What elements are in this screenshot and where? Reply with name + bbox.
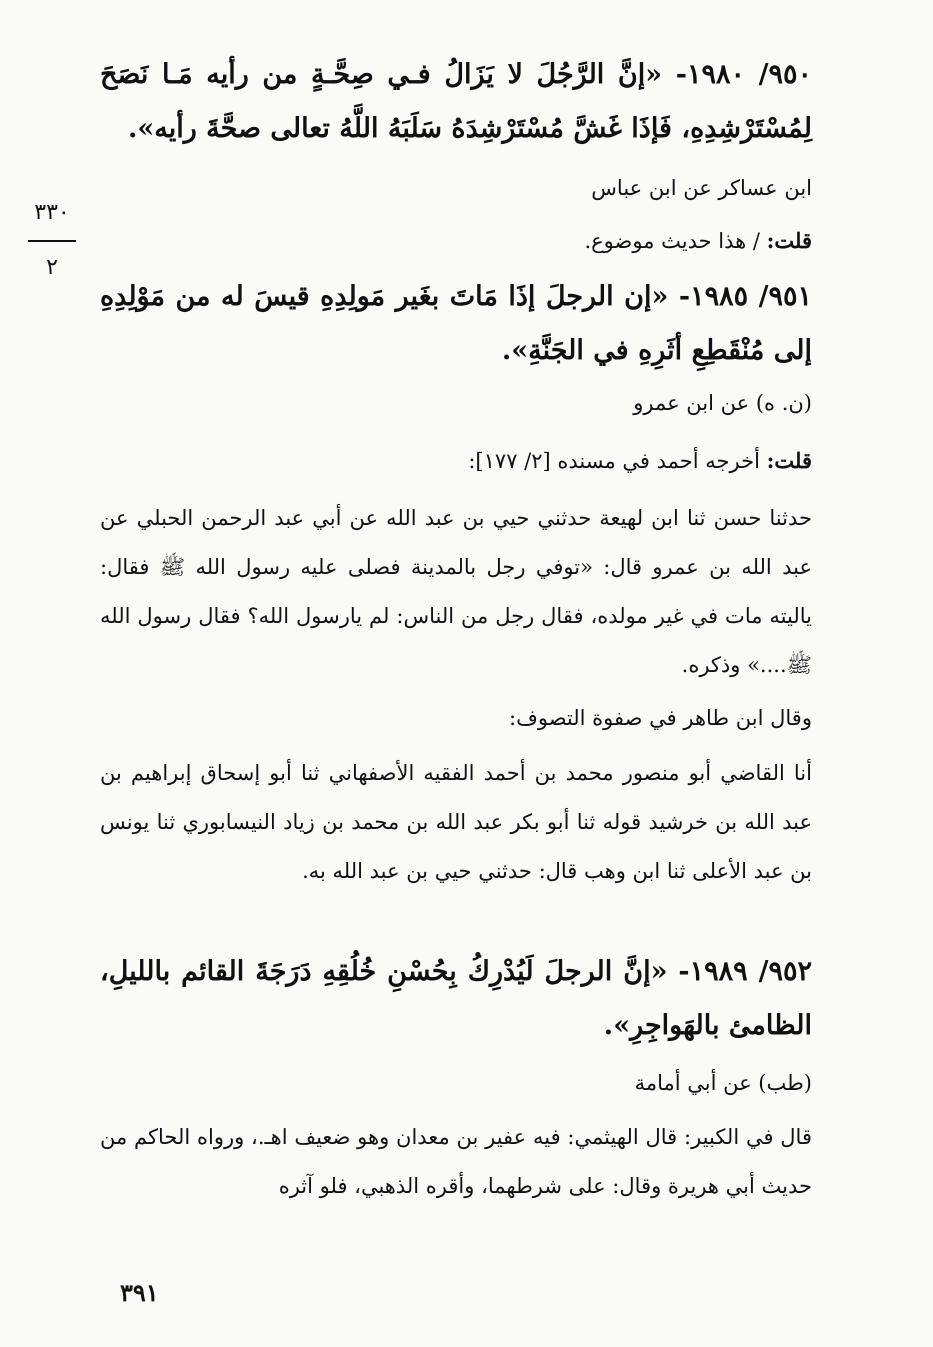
margin-ref-bottom: ٢ [46,255,58,280]
hadith-951-text: ٩٥١/ ١٩٨٥- «إن الرجلَ إذَا مَاتَ بغَير مَولِدِهِ قيسَ له من مَوْلِدِهِ إلى مُنْقَطِعِ أثَرِهِ في الجَنَّةِ». [100,281,812,366]
hadith-950-source: ابن عساكر عن ابن عباس [591,176,812,200]
margin-divider [28,240,76,242]
hadith-952-text: ٩٥٢/ ١٩٨٩- «إنَّ الرجلَ لَيُدْرِكُ بِحُسْنِ خُلُقِهِ دَرَجَةَ القائم بالليلِ، الظامئ بالهَواجِرِ». [100,956,812,1041]
hadith-950-text: ٩٥٠/ ١٩٨٠- «إنَّ الرَّجُلَ لا يَزَالُ فـي صِحَّـةٍ من رأيه مَـا نَصَحَ لِمُسْتَرْشِدِهِ، فَإذَا غَشَّ مُسْتَرْشِدَهُ سَلَبَهُ اللَّهُ تعالى صحَّةَ رأيه». [100,59,812,144]
note-text: / هذا حديث موضوع. [584,229,767,253]
note-text: أخرجه أحمد في مسنده [٢/ ١٧٧]: [468,449,767,473]
hadith-951-source: (ن. ه) عن ابن عمرو [633,391,812,415]
kabir-note-paragraph: قال في الكبير: قال الهيثمي: فيه عفير بن معدان وهو ضعيف اهـ.، ورواه الحاكم من حديث أبي هريرة وقال: على شرطهما، وأقره الذهبي، فلو آثره [100,1125,812,1198]
note-label: قلت: [766,448,812,473]
ibn-tahir-intro: وقال ابن طاهر في صفوة التصوف: [509,706,812,730]
hadith-952-source: (طب) عن أبي أمامة [634,1071,812,1095]
hadith-951-note [100,446,812,476]
page-number: ٣٩١ [120,1278,159,1307]
hadith-950-note [100,226,812,256]
ahmad-chain-paragraph: حدثنا حسن ثنا ابن لهيعة حدثني حيي بن عبد الله عن أبي عبد الرحمن الحبلي عن عبد الله بن عمرو قال: «توفي رجل بالمدينة فصلى عليه رسول الله ﷺ فقال: ياليته مات في غير مولده، فقال رجل من الناس: لم يارسول الله؟ فقال رسول الله ﷺ....» وذكره. [100,506,812,677]
margin-ref-top: ٣٣٠ [34,200,70,225]
ibn-tahir-chain-paragraph: أنا القاضي أبو منصور محمد بن أحمد الفقيه الأصفهاني ثنا أبو إسحاق إبراهيم بن عبد الله بن خرشيد قوله ثنا أبو بكر عبد الله بن محمد بن زياد النيسابوري ثنا يونس بن عبد الأعلى ثنا ابن وهب قال: حدثني حيي بن عبد الله به. [100,761,812,883]
note-label: قلت: [766,228,812,253]
